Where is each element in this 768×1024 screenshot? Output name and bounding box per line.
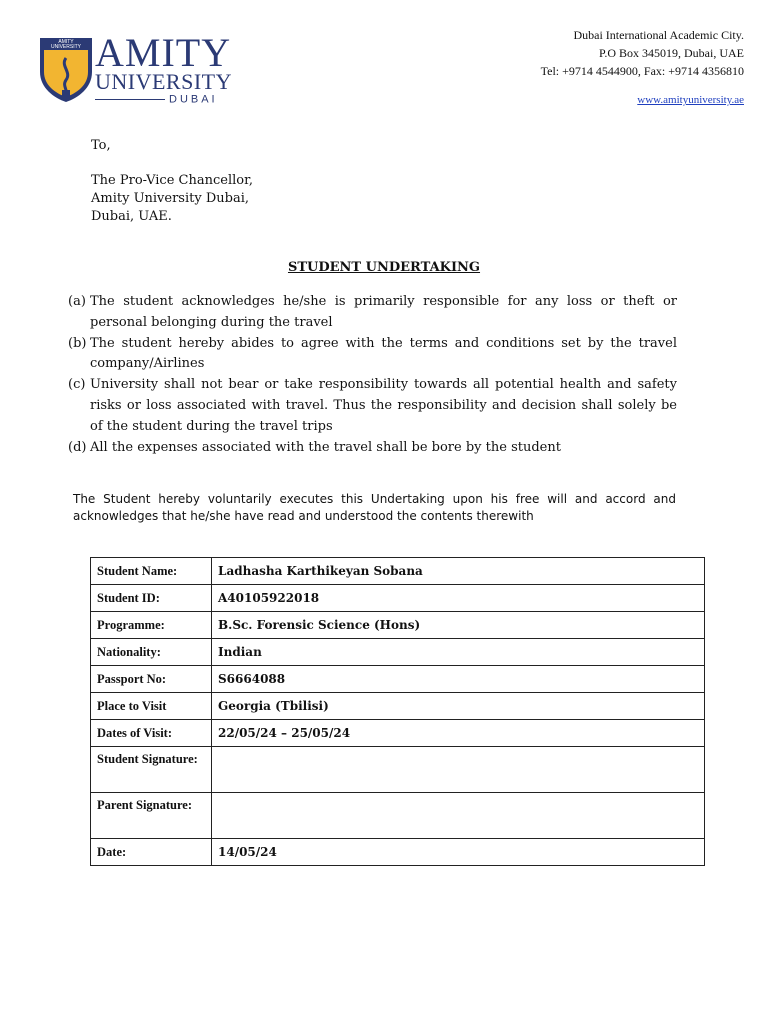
row-value: B.Sc. Forensic Science (Hons): [212, 612, 705, 639]
table-row: [91, 839, 705, 866]
addressee-line: The Pro-Vice Chancellor,: [91, 173, 254, 188]
clause-text: University shall not bear or take responsibility towards all potential health and safety risks or loss associated with travel. Thus the responsibility and decision shall solely be of the student during the travel trips: [90, 377, 677, 434]
table-row-signature: [91, 747, 705, 793]
clause-item: [68, 334, 677, 376]
shield-text: AMITY UNIVERSITY: [50, 39, 81, 50]
table-row: [91, 612, 705, 639]
parent-signature-field[interactable]: [212, 793, 705, 839]
row-value: Indian: [212, 639, 705, 666]
document-title: STUDENT UNDERTAKING: [287, 260, 481, 275]
row-value: Ladhasha Karthikeyan Sobana: [212, 558, 705, 585]
table-row: [91, 558, 705, 585]
clause-label: (d): [68, 439, 87, 455]
row-label: Student Signature:: [91, 747, 212, 793]
clause-item: [68, 375, 677, 437]
row-value: 14/05/24: [212, 839, 705, 866]
row-label: Nationality:: [91, 639, 212, 666]
row-value: S6664088: [212, 666, 705, 693]
row-label: Passport No:: [91, 666, 212, 693]
addressee-line: Amity University Dubai,: [91, 191, 249, 206]
website-link[interactable]: www.amityuniversity.ae: [637, 94, 744, 106]
table-row: [91, 639, 705, 666]
row-label: Student Name:: [91, 558, 212, 585]
student-signature-field[interactable]: [212, 747, 705, 793]
row-label: Date:: [91, 839, 212, 866]
wordmark-amity: AMITY: [95, 30, 232, 75]
student-info-table: [90, 557, 705, 866]
clause-text: All the expenses associated with the travel shall be bore by the student: [90, 439, 561, 455]
table-row: [91, 720, 705, 747]
address-line: Tel: +9714 4544900, Fax: +9714 4356810: [540, 64, 744, 78]
declaration-paragraph: The Student hereby voluntarily executes this Undertaking upon his free will and accord and acknowledges that he/she have read and understood the contents therewith: [73, 492, 676, 523]
clause-label: (a): [68, 294, 86, 309]
addressee-line: Dubai, UAE.: [91, 209, 172, 224]
row-label: Programme:: [91, 612, 212, 639]
university-wordmark: [95, 30, 232, 106]
salutation: To,: [91, 138, 111, 153]
clause-label: (b): [68, 335, 87, 351]
addressee-block: [91, 172, 253, 226]
table-row: [91, 693, 705, 720]
clause-item: [68, 438, 677, 459]
wordmark-rule: [95, 99, 165, 100]
row-value: 22/05/24 – 25/05/24: [212, 720, 705, 747]
address-line: P.O Box 345019, Dubai, UAE: [598, 46, 744, 60]
clause-text: The student hereby abides to agree with the terms and conditions set by the travel company/Airlines: [90, 335, 677, 372]
row-label: Student ID:: [91, 585, 212, 612]
table-row-signature: [91, 793, 705, 839]
table-row: [91, 666, 705, 693]
row-label: Parent Signature:: [91, 793, 212, 839]
row-value: Georgia (Tbilisi): [212, 693, 705, 720]
header-address: [541, 26, 744, 109]
clause-item: [68, 292, 677, 334]
wordmark-university: UNIVERSITY: [95, 69, 232, 94]
clause-text: The student acknowledges he/she is primarily responsible for any loss or theft or personal belonging during the travel: [90, 294, 677, 330]
clause-list: [68, 292, 677, 458]
row-value: A40105922018: [212, 585, 705, 612]
clause-label: (c): [68, 377, 86, 393]
wordmark-dubai: DUBAI: [169, 93, 218, 106]
row-label: Place to Visit: [91, 693, 212, 720]
address-line: Dubai International Academic City.: [573, 28, 744, 42]
row-label: Dates of Visit:: [91, 720, 212, 747]
table-row: [91, 585, 705, 612]
